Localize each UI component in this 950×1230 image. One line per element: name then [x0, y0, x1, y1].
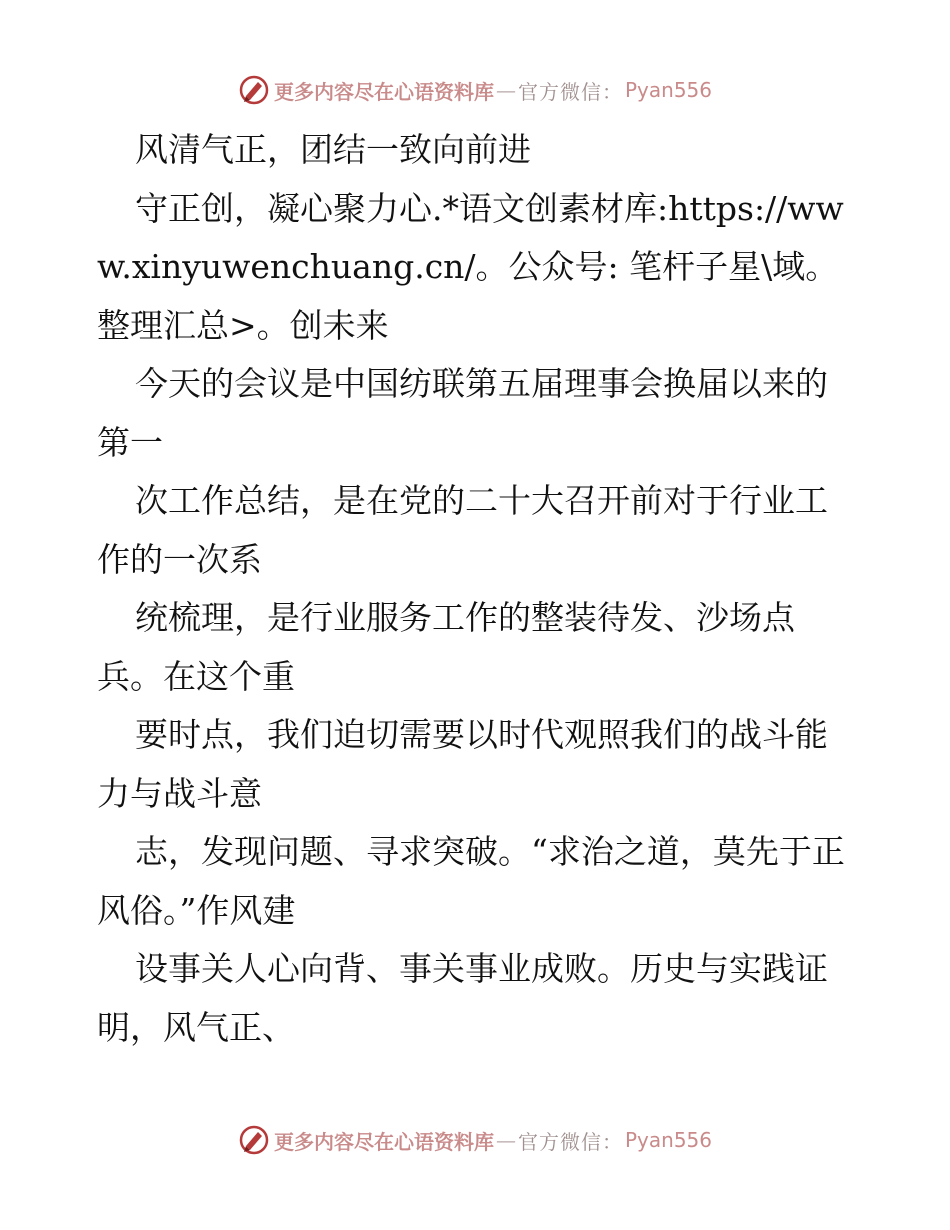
paragraph: 次工作总结，是在党的二十大召开前对于行业工作的一次系	[97, 481, 828, 579]
header-banner	[0, 70, 950, 110]
pen-logo-icon	[238, 1124, 270, 1156]
paragraph: 设事关人心向背、事关事业成败。历史与实践证明，风气正、	[97, 949, 828, 1047]
paragraph: 风清气正，团结一致向前进	[135, 130, 531, 169]
footer-brand-text: 更多内容尽在心语资料库	[273, 1129, 494, 1154]
footer-separator: —	[495, 1128, 516, 1152]
header-wechat-id: Pyan556	[624, 78, 712, 102]
paragraph: 守正创，凝心聚力心.*语文创素材库:https://www.xinyuwenchuang.cn/。公众号: 笔杆子星\域。整理汇总>。创未来	[97, 188, 844, 345]
document-body	[97, 121, 857, 1057]
header-wechat-label: 官方微信：	[517, 79, 623, 104]
header-separator: —	[495, 78, 516, 102]
paragraph: 今天的会议是中国纺联第五届理事会换届以来的第一	[97, 364, 828, 462]
header-brand-text: 更多内容尽在心语资料库	[273, 79, 494, 104]
footer-wechat-id: Pyan556	[624, 1128, 712, 1152]
footer-wechat-label: 官方微信：	[517, 1129, 623, 1154]
pen-logo-icon	[238, 74, 270, 106]
paragraph: 志，发现问题、寻求突破。“求治之道，莫先于正风俗。”作风建	[97, 832, 845, 930]
paragraph: 统梳理，是行业服务工作的整装待发、沙场点兵。在这个重	[97, 598, 795, 696]
footer-banner	[0, 1120, 950, 1160]
paragraph: 要时点，我们迫切需要以时代观照我们的战斗能力与战斗意	[97, 715, 828, 813]
